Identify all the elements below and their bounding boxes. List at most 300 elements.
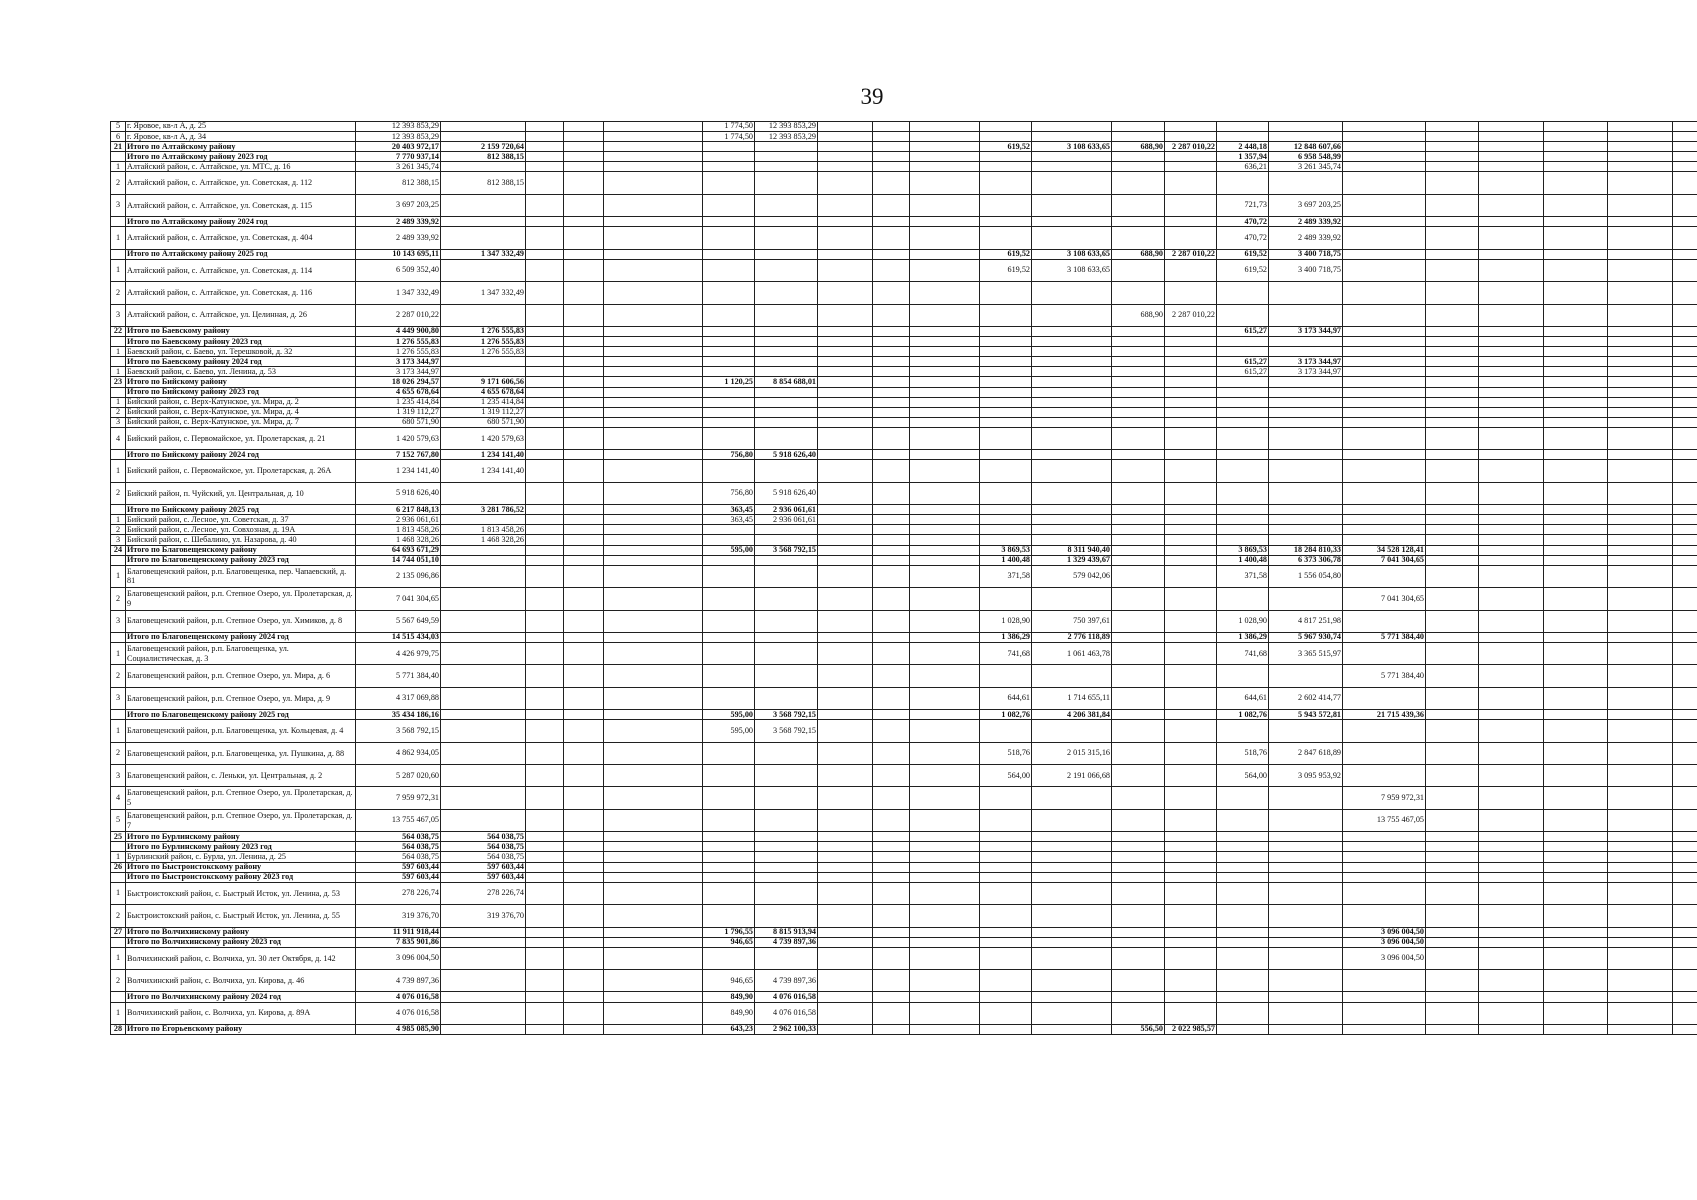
value-cell xyxy=(755,632,818,642)
value-cell xyxy=(1032,450,1112,460)
value-cell xyxy=(873,505,910,515)
value-cell xyxy=(1165,152,1217,162)
value-cell: 319 376,70 xyxy=(356,905,441,927)
value-cell xyxy=(818,927,873,937)
value-cell xyxy=(1032,862,1112,872)
value-cell xyxy=(1032,720,1112,742)
value-cell xyxy=(873,525,910,535)
value-cell xyxy=(1343,992,1426,1002)
value-cell xyxy=(1673,367,1697,377)
value-cell: 615,27 xyxy=(1217,367,1269,377)
value-cell xyxy=(873,970,910,992)
subtotal-label-cell: Итого по Волчихинскому району xyxy=(126,927,356,937)
value-cell xyxy=(1479,588,1544,610)
value-cell xyxy=(818,710,873,720)
value-cell xyxy=(604,505,703,515)
value-cell: 3 173 344,97 xyxy=(356,367,441,377)
value-cell xyxy=(1165,970,1217,992)
value-cell xyxy=(1165,710,1217,720)
value-cell xyxy=(1544,632,1608,642)
value-cell xyxy=(1544,872,1608,882)
address-cell: Алтайский район, с. Алтайское, ул. Советская, д. 114 xyxy=(126,259,356,281)
value-cell xyxy=(1426,742,1479,764)
row-number-cell: 22 xyxy=(111,327,126,337)
address-cell: Бийский район, с. Первомайское, ул. Пролетарская, д. 21 xyxy=(126,427,356,449)
value-cell xyxy=(1112,259,1165,281)
value-cell xyxy=(564,460,604,482)
value-cell xyxy=(1269,417,1343,427)
value-cell xyxy=(526,505,564,515)
value-cell xyxy=(1165,1002,1217,1024)
value-cell xyxy=(604,152,703,162)
value-cell xyxy=(1112,515,1165,525)
value-cell xyxy=(1673,357,1697,367)
value-cell xyxy=(1426,632,1479,642)
value-cell xyxy=(980,515,1032,525)
value-cell xyxy=(980,122,1032,132)
value-cell xyxy=(604,809,703,831)
value-cell xyxy=(910,194,980,216)
value-cell xyxy=(1343,172,1426,194)
value-cell xyxy=(818,555,873,565)
row-number-cell: 1 xyxy=(111,227,126,249)
value-cell xyxy=(1343,387,1426,397)
value-cell xyxy=(1479,905,1544,927)
value-cell xyxy=(526,337,564,347)
value-cell xyxy=(1544,227,1608,249)
value-cell xyxy=(1426,665,1479,687)
value-cell: 1 028,90 xyxy=(1217,610,1269,632)
value-cell xyxy=(1112,992,1165,1002)
value-cell xyxy=(1544,122,1608,132)
value-cell xyxy=(1165,525,1217,535)
value-cell xyxy=(1112,970,1165,992)
value-cell xyxy=(873,227,910,249)
value-cell xyxy=(1343,905,1426,927)
value-cell xyxy=(1426,905,1479,927)
value-cell xyxy=(910,787,980,809)
value-cell xyxy=(604,765,703,787)
value-cell xyxy=(1032,882,1112,904)
value-cell xyxy=(755,787,818,809)
value-cell xyxy=(910,460,980,482)
value-cell xyxy=(703,357,755,367)
value-cell xyxy=(703,172,755,194)
value-cell xyxy=(910,417,980,427)
value-cell xyxy=(1112,505,1165,515)
value-cell xyxy=(755,427,818,449)
value-cell xyxy=(1165,417,1217,427)
value-cell: 7 959 972,31 xyxy=(1343,787,1426,809)
value-cell xyxy=(441,787,526,809)
value-cell xyxy=(818,852,873,862)
value-cell xyxy=(1426,687,1479,709)
value-cell: 3 400 718,75 xyxy=(1269,259,1343,281)
value-cell xyxy=(526,862,564,872)
value-cell xyxy=(1343,377,1426,387)
value-cell xyxy=(1544,132,1608,142)
table-row xyxy=(111,643,1697,665)
value-cell xyxy=(1544,417,1608,427)
value-cell xyxy=(980,862,1032,872)
value-cell xyxy=(755,337,818,347)
value-cell xyxy=(1544,407,1608,417)
value-cell xyxy=(1032,992,1112,1002)
value-cell xyxy=(910,249,980,259)
value-cell xyxy=(1269,992,1343,1002)
table-row xyxy=(111,249,1697,259)
value-cell xyxy=(604,852,703,862)
value-cell: 5 771 384,40 xyxy=(356,665,441,687)
value-cell xyxy=(1608,122,1673,132)
table-row xyxy=(111,377,1697,387)
value-cell xyxy=(1165,545,1217,555)
value-cell: 597 603,44 xyxy=(441,872,526,882)
value-cell xyxy=(564,357,604,367)
value-cell xyxy=(1426,427,1479,449)
subtotal-label-cell: Итого по Алтайскому району 2024 год xyxy=(126,217,356,227)
value-cell xyxy=(873,882,910,904)
value-cell xyxy=(1269,809,1343,831)
value-cell xyxy=(818,765,873,787)
value-cell: 5 943 572,81 xyxy=(1269,710,1343,720)
table-row xyxy=(111,535,1697,545)
value-cell xyxy=(1269,282,1343,304)
value-cell xyxy=(703,565,755,587)
value-cell xyxy=(564,535,604,545)
value-cell xyxy=(873,282,910,304)
value-cell xyxy=(1608,227,1673,249)
value-cell xyxy=(1673,765,1697,787)
value-cell: 6 509 352,40 xyxy=(356,259,441,281)
value-cell: 3 281 786,52 xyxy=(441,505,526,515)
value-cell xyxy=(873,842,910,852)
value-cell xyxy=(1217,862,1269,872)
value-cell xyxy=(1217,337,1269,347)
value-cell: 3 108 633,65 xyxy=(1032,249,1112,259)
value-cell xyxy=(1165,872,1217,882)
value-cell xyxy=(1032,407,1112,417)
row-number-cell: 1 xyxy=(111,1002,126,1024)
value-cell xyxy=(818,132,873,142)
value-cell: 5 967 930,74 xyxy=(1269,632,1343,642)
value-cell xyxy=(1343,610,1426,632)
value-cell: 3 261 345,74 xyxy=(1269,162,1343,172)
value-cell xyxy=(980,282,1032,304)
value-cell: 1 276 555,83 xyxy=(441,347,526,357)
value-cell xyxy=(1544,610,1608,632)
value-cell xyxy=(1343,194,1426,216)
value-cell: 1 061 463,78 xyxy=(1032,643,1112,665)
value-cell xyxy=(1608,710,1673,720)
row-number-cell xyxy=(111,872,126,882)
value-cell: 812 388,15 xyxy=(356,172,441,194)
value-cell xyxy=(1479,377,1544,387)
value-cell xyxy=(1269,347,1343,357)
value-cell: 4 739 897,36 xyxy=(356,970,441,992)
value-cell xyxy=(1165,842,1217,852)
value-cell xyxy=(873,765,910,787)
value-cell xyxy=(604,555,703,565)
value-cell xyxy=(873,217,910,227)
value-cell xyxy=(910,545,980,555)
value-cell xyxy=(1544,842,1608,852)
value-cell xyxy=(910,327,980,337)
value-cell xyxy=(910,407,980,417)
value-cell xyxy=(1479,947,1544,969)
row-number-cell: 3 xyxy=(111,304,126,326)
value-cell xyxy=(1112,282,1165,304)
value-cell xyxy=(818,194,873,216)
value-cell xyxy=(1343,417,1426,427)
value-cell xyxy=(564,397,604,407)
value-cell xyxy=(526,665,564,687)
subtotal-label-cell: Итого по Благовещенскому району 2024 год xyxy=(126,632,356,642)
value-cell xyxy=(1608,282,1673,304)
value-cell xyxy=(1269,665,1343,687)
value-cell xyxy=(1032,347,1112,357)
value-cell xyxy=(1479,152,1544,162)
table-row xyxy=(111,610,1697,632)
value-cell xyxy=(1673,194,1697,216)
value-cell: 2 936 061,61 xyxy=(356,515,441,525)
value-cell: 3 108 633,65 xyxy=(1032,142,1112,152)
value-cell xyxy=(980,172,1032,194)
value-cell xyxy=(755,665,818,687)
value-cell xyxy=(604,665,703,687)
value-cell xyxy=(1544,505,1608,515)
value-cell xyxy=(1343,397,1426,407)
value-cell xyxy=(1673,927,1697,937)
value-cell xyxy=(564,337,604,347)
value-cell xyxy=(1426,610,1479,632)
value-cell: 4 985 085,90 xyxy=(356,1024,441,1034)
value-cell xyxy=(526,765,564,787)
value-cell xyxy=(564,842,604,852)
subtotal-label-cell: Итого по Благовещенскому району 2025 год xyxy=(126,710,356,720)
value-cell xyxy=(441,720,526,742)
value-cell xyxy=(1112,720,1165,742)
value-cell xyxy=(1673,937,1697,947)
value-cell: 12 848 607,66 xyxy=(1269,142,1343,152)
value-cell: 3 173 344,97 xyxy=(1269,357,1343,367)
value-cell xyxy=(1479,787,1544,809)
value-cell xyxy=(818,407,873,417)
value-cell xyxy=(1544,377,1608,387)
subtotal-label-cell: Итого по Быстроистокскому району xyxy=(126,862,356,872)
value-cell xyxy=(604,367,703,377)
value-cell xyxy=(526,525,564,535)
value-cell xyxy=(1032,217,1112,227)
value-cell xyxy=(1673,525,1697,535)
value-cell: 518,76 xyxy=(1217,742,1269,764)
value-cell xyxy=(526,970,564,992)
value-cell xyxy=(1165,387,1217,397)
value-cell xyxy=(1426,720,1479,742)
table-row xyxy=(111,687,1697,709)
value-cell: 3 869,53 xyxy=(980,545,1032,555)
value-cell xyxy=(1165,282,1217,304)
value-cell xyxy=(1479,327,1544,337)
value-cell xyxy=(703,460,755,482)
value-cell xyxy=(604,427,703,449)
value-cell xyxy=(873,327,910,337)
value-cell xyxy=(910,304,980,326)
value-cell xyxy=(818,842,873,852)
value-cell xyxy=(1673,720,1697,742)
value-cell xyxy=(564,217,604,227)
value-cell xyxy=(818,249,873,259)
value-cell xyxy=(910,862,980,872)
value-cell xyxy=(1544,905,1608,927)
value-cell xyxy=(818,282,873,304)
value-cell xyxy=(1479,515,1544,525)
value-cell xyxy=(1217,588,1269,610)
row-number-cell: 1 xyxy=(111,852,126,862)
value-cell xyxy=(1165,632,1217,642)
value-cell xyxy=(910,710,980,720)
value-cell xyxy=(441,515,526,525)
value-cell xyxy=(1032,970,1112,992)
table-row xyxy=(111,337,1697,347)
value-cell xyxy=(980,927,1032,937)
value-cell xyxy=(1426,505,1479,515)
value-cell xyxy=(1343,720,1426,742)
value-cell xyxy=(1426,172,1479,194)
row-number-cell: 1 xyxy=(111,397,126,407)
table-row xyxy=(111,765,1697,787)
value-cell xyxy=(1165,194,1217,216)
value-cell xyxy=(1426,162,1479,172)
value-cell xyxy=(1032,427,1112,449)
value-cell: 721,73 xyxy=(1217,194,1269,216)
value-cell xyxy=(1032,367,1112,377)
value-cell xyxy=(818,217,873,227)
value-cell xyxy=(1217,832,1269,842)
value-cell xyxy=(441,545,526,555)
value-cell xyxy=(703,882,755,904)
value-cell xyxy=(873,809,910,831)
value-cell xyxy=(1217,787,1269,809)
value-cell xyxy=(910,665,980,687)
value-cell xyxy=(1165,687,1217,709)
value-cell xyxy=(604,947,703,969)
value-cell xyxy=(1112,809,1165,831)
table-row xyxy=(111,927,1697,937)
value-cell xyxy=(1032,194,1112,216)
value-cell xyxy=(564,882,604,904)
value-cell xyxy=(1426,565,1479,587)
value-cell: 4 817 251,98 xyxy=(1269,610,1343,632)
value-cell xyxy=(1673,872,1697,882)
value-cell xyxy=(910,427,980,449)
page-number: 39 xyxy=(860,84,884,109)
subtotal-label-cell: Итого по Бийскому району 2023 год xyxy=(126,387,356,397)
value-cell xyxy=(564,515,604,525)
value-cell xyxy=(755,947,818,969)
value-cell: 7 959 972,31 xyxy=(356,787,441,809)
value-cell xyxy=(910,1024,980,1034)
value-cell xyxy=(703,842,755,852)
value-cell xyxy=(604,194,703,216)
value-cell xyxy=(1217,1024,1269,1034)
value-cell xyxy=(1544,194,1608,216)
value-cell xyxy=(703,787,755,809)
value-cell xyxy=(604,632,703,642)
value-cell: 2 602 414,77 xyxy=(1269,687,1343,709)
value-cell xyxy=(1032,525,1112,535)
value-cell xyxy=(980,809,1032,831)
value-cell xyxy=(1217,482,1269,504)
value-cell: 6 958 548,99 xyxy=(1269,152,1343,162)
address-cell: Благовещенский район, р.п. Степное Озеро, ул. Химиков, д. 8 xyxy=(126,610,356,632)
value-cell xyxy=(1426,588,1479,610)
value-cell xyxy=(980,905,1032,927)
value-cell xyxy=(910,122,980,132)
value-cell: 2 936 061,61 xyxy=(755,515,818,525)
value-cell xyxy=(1217,809,1269,831)
value-cell xyxy=(910,482,980,504)
value-cell: 1 386,29 xyxy=(1217,632,1269,642)
value-cell xyxy=(1608,742,1673,764)
value-cell xyxy=(818,565,873,587)
value-cell xyxy=(1269,337,1343,347)
value-cell xyxy=(818,417,873,427)
value-cell: 1 468 328,26 xyxy=(441,535,526,545)
value-cell xyxy=(873,407,910,417)
value-cell xyxy=(526,927,564,937)
value-cell xyxy=(980,417,1032,427)
value-cell xyxy=(1032,387,1112,397)
value-cell xyxy=(910,842,980,852)
value-cell xyxy=(1544,809,1608,831)
value-cell xyxy=(526,482,564,504)
value-cell: 1 319 112,27 xyxy=(356,407,441,417)
value-cell xyxy=(1032,515,1112,525)
value-cell xyxy=(1343,565,1426,587)
value-cell xyxy=(873,347,910,357)
value-cell xyxy=(604,872,703,882)
value-cell xyxy=(1479,832,1544,842)
value-cell xyxy=(980,132,1032,142)
value-cell xyxy=(1269,482,1343,504)
subtotal-label-cell: Итого по Егорьевскому району xyxy=(126,1024,356,1034)
value-cell xyxy=(1673,665,1697,687)
value-cell xyxy=(526,152,564,162)
value-cell: 564 038,75 xyxy=(356,842,441,852)
value-cell xyxy=(604,132,703,142)
value-cell xyxy=(755,687,818,709)
value-cell xyxy=(1479,387,1544,397)
value-cell xyxy=(441,937,526,947)
value-cell: 64 693 671,29 xyxy=(356,545,441,555)
value-cell xyxy=(1479,259,1544,281)
value-cell xyxy=(1165,905,1217,927)
row-number-cell: 28 xyxy=(111,1024,126,1034)
value-cell xyxy=(564,162,604,172)
value-cell: 9 171 606,56 xyxy=(441,377,526,387)
row-number-cell xyxy=(111,842,126,852)
value-cell xyxy=(910,765,980,787)
value-cell xyxy=(980,970,1032,992)
value-cell xyxy=(1673,227,1697,249)
value-cell: 619,52 xyxy=(1217,259,1269,281)
value-cell xyxy=(755,742,818,764)
value-cell xyxy=(910,227,980,249)
value-cell xyxy=(564,1024,604,1034)
value-cell xyxy=(703,742,755,764)
value-cell xyxy=(1479,122,1544,132)
